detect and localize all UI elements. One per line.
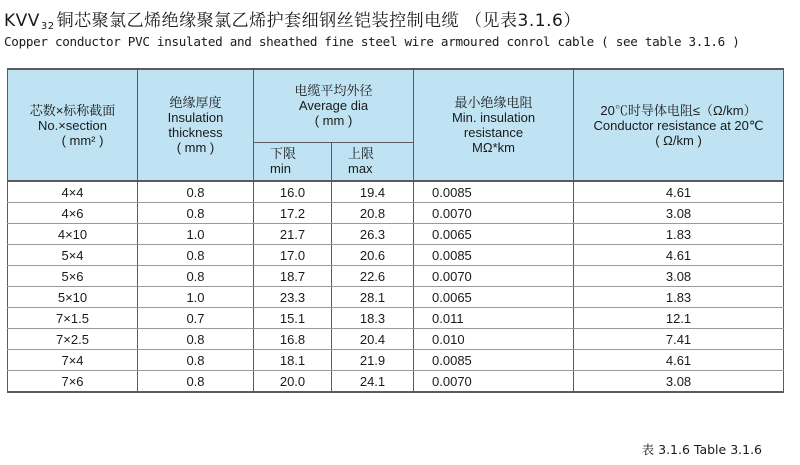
table-row — [8, 203, 784, 224]
cell-conductor-resistance: 4.61 — [574, 350, 784, 371]
cell-dia-max: 28.1 — [332, 287, 414, 308]
cell-dia-min: 16.0 — [254, 181, 332, 203]
cell-size: 5×10 — [8, 287, 138, 308]
header-resistance — [414, 69, 574, 181]
header-min-en: min — [270, 161, 291, 177]
table-row — [8, 308, 784, 329]
cell-conductor-resistance: 1.83 — [574, 224, 784, 245]
cell-dia-max: 21.9 — [332, 350, 414, 371]
cell-min-insulation-resistance: 0.0065 — [414, 224, 574, 245]
header-resistance-unit: MΩ*km — [472, 140, 515, 155]
cell-dia-min: 18.1 — [254, 350, 332, 371]
cell-min-insulation-resistance: 0.0065 — [414, 287, 574, 308]
header-size-unit: ( mm² ) — [61, 132, 104, 148]
cell-min-insulation-resistance: 0.0070 — [414, 266, 574, 287]
table-row — [8, 329, 784, 350]
cell-insulation-thickness: 0.8 — [138, 266, 254, 287]
cable-spec-table — [7, 68, 784, 393]
cell-size: 5×6 — [8, 266, 138, 287]
cell-min-insulation-resistance: 0.0085 — [414, 245, 574, 266]
cell-dia-min: 18.7 — [254, 266, 332, 287]
table-body — [8, 181, 784, 392]
header-insulation-en1: Insulation — [167, 110, 224, 125]
cell-min-insulation-resistance: 0.010 — [414, 329, 574, 350]
header-size-cn: 芯数×标称截面 — [29, 102, 116, 118]
cell-dia-max: 18.3 — [332, 308, 414, 329]
cell-insulation-thickness: 0.8 — [138, 203, 254, 224]
cell-insulation-thickness: 0.8 — [138, 245, 254, 266]
cell-conductor-resistance: 4.61 — [574, 245, 784, 266]
cell-dia-max: 19.4 — [332, 181, 414, 203]
header-insulation-en2: thickness — [168, 125, 223, 140]
header-resistance-en2: resistance — [463, 125, 524, 140]
header-diameter — [254, 69, 414, 142]
cell-size: 7×1.5 — [8, 308, 138, 329]
title-chinese — [4, 6, 581, 32]
header-resistance-en1: Min. insulation — [451, 110, 536, 125]
cell-size: 4×6 — [8, 203, 138, 224]
header-max-cn: 上限 — [348, 146, 375, 162]
cell-dia-max: 24.1 — [332, 371, 414, 393]
header-min — [254, 142, 332, 181]
cell-conductor-resistance: 3.08 — [574, 371, 784, 393]
table-row — [8, 287, 784, 308]
header-insulation-unit: ( mm ) — [176, 140, 215, 155]
table-caption: 表 3.1.6 Table 3.1.6 — [641, 442, 762, 457]
cell-dia-min: 20.0 — [254, 371, 332, 393]
table-row — [8, 181, 784, 203]
cell-min-insulation-resistance: 0.0085 — [414, 350, 574, 371]
cell-dia-min: 21.7 — [254, 224, 332, 245]
cell-min-insulation-resistance: 0.011 — [414, 308, 574, 329]
header-size — [8, 69, 138, 181]
cell-insulation-thickness: 0.8 — [138, 371, 254, 393]
title-english: Copper conductor PVC insulated and sheathed fine steel wire armoured conrol cable ( see table 3.1.6 ) — [4, 34, 740, 49]
cell-conductor-resistance: 7.41 — [574, 329, 784, 350]
cell-dia-max: 26.3 — [332, 224, 414, 245]
table-row — [8, 224, 784, 245]
header-insulation — [138, 69, 254, 181]
cell-conductor-resistance: 3.08 — [574, 266, 784, 287]
title-model-subscript: 32 — [40, 21, 55, 32]
cell-dia-max: 20.4 — [332, 329, 414, 350]
cell-dia-max: 22.6 — [332, 266, 414, 287]
table-row — [8, 350, 784, 371]
header-insulation-cn: 绝缘厚度 — [169, 95, 222, 110]
header-max — [332, 142, 414, 181]
header-conductor-unit: ( Ω/km ) — [655, 132, 702, 148]
cell-insulation-thickness: 0.8 — [138, 181, 254, 203]
cell-size: 7×4 — [8, 350, 138, 371]
cell-min-insulation-resistance: 0.0085 — [414, 181, 574, 203]
cell-size: 5×4 — [8, 245, 138, 266]
cell-dia-min: 17.2 — [254, 203, 332, 224]
cell-size: 4×4 — [8, 181, 138, 203]
cell-insulation-thickness: 0.8 — [138, 350, 254, 371]
header-min-cn: 下限 — [270, 146, 297, 162]
cell-conductor-resistance: 3.08 — [574, 203, 784, 224]
cell-conductor-resistance: 12.1 — [574, 308, 784, 329]
cell-conductor-resistance: 1.83 — [574, 287, 784, 308]
cell-insulation-thickness: 1.0 — [138, 224, 254, 245]
cell-dia-max: 20.8 — [332, 203, 414, 224]
cell-insulation-thickness: 1.0 — [138, 287, 254, 308]
cell-dia-max: 20.6 — [332, 245, 414, 266]
cell-size: 7×2.5 — [8, 329, 138, 350]
cell-conductor-resistance: 4.61 — [574, 181, 784, 203]
cell-dia-min: 16.8 — [254, 329, 332, 350]
cell-size: 4×10 — [8, 224, 138, 245]
cell-dia-min: 17.0 — [254, 245, 332, 266]
cell-dia-min: 15.1 — [254, 308, 332, 329]
table-row — [8, 371, 784, 393]
header-conductor — [574, 69, 784, 181]
header-diameter-en: Average dia — [298, 98, 369, 114]
header-size-en: No.×section — [37, 117, 107, 133]
header-diameter-unit: ( mm ) — [314, 113, 353, 129]
title-model: KVV — [4, 11, 40, 31]
table-row — [8, 266, 784, 287]
cell-insulation-thickness: 0.7 — [138, 308, 254, 329]
table-row — [8, 245, 784, 266]
table-header — [8, 69, 784, 181]
title-chinese-text: 铜芯聚氯乙烯绝缘聚氯乙烯护套细钢丝铠装控制电缆 （见表3.1.6） — [56, 11, 581, 31]
header-max-en: max — [348, 161, 373, 177]
header-resistance-cn: 最小绝缘电阻 — [454, 95, 533, 110]
cell-min-insulation-resistance: 0.0070 — [414, 371, 574, 393]
header-diameter-cn: 电缆平均外径 — [294, 83, 373, 99]
header-conductor-en: Conductor resistance at 20℃ — [593, 117, 764, 133]
header-conductor-cn: 20℃时导体电阻≤（Ω/km） — [600, 102, 757, 118]
cell-dia-min: 23.3 — [254, 287, 332, 308]
cell-min-insulation-resistance: 0.0070 — [414, 203, 574, 224]
cell-insulation-thickness: 0.8 — [138, 329, 254, 350]
cell-size: 7×6 — [8, 371, 138, 393]
